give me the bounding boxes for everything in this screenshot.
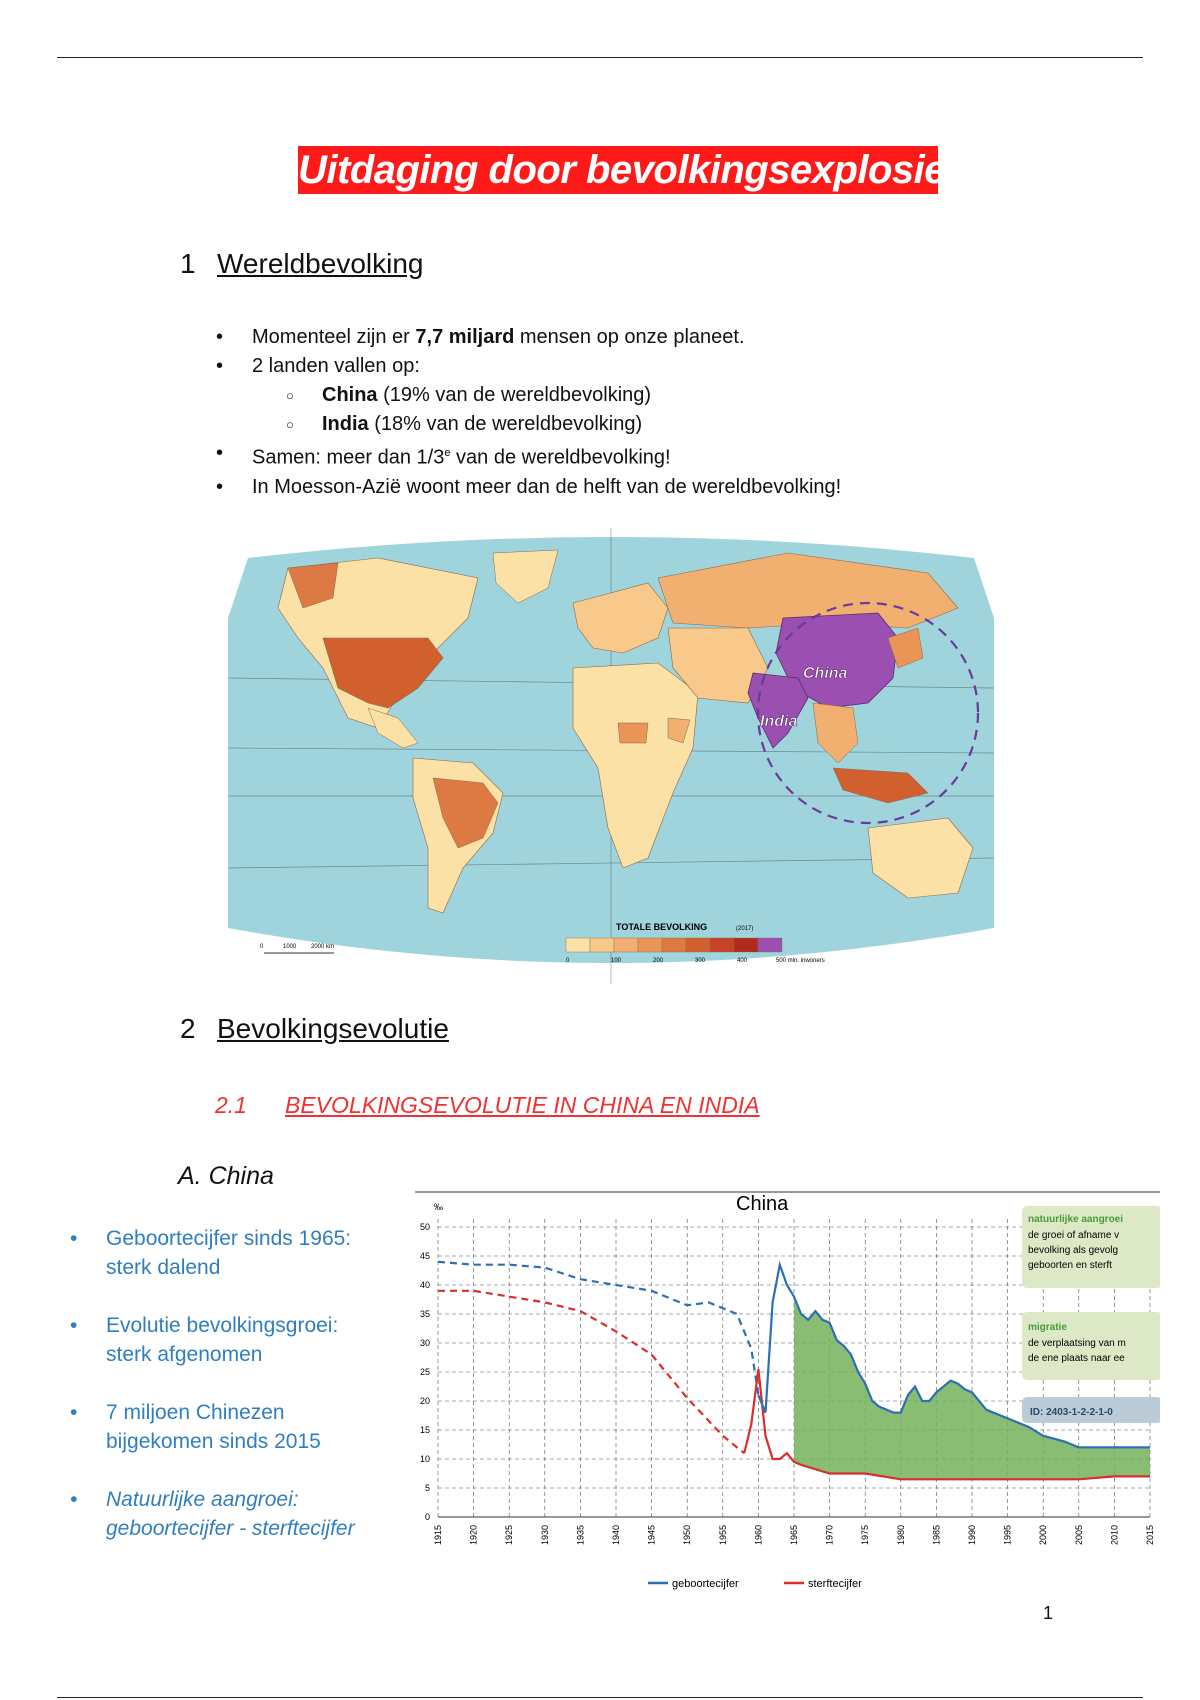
subsection-number: 2.1 <box>215 1092 247 1118</box>
list-item: • 7 miljoen Chinezen bijgekomen sinds 2015 <box>70 1398 355 1456</box>
world-population-map <box>228 528 994 984</box>
x-tick-label: 2005 <box>1073 1524 1084 1545</box>
x-tick-label: 1930 <box>539 1524 550 1545</box>
svg-text:bevolking als gevolg: bevolking als gevolg <box>1028 1245 1119 1256</box>
x-tick-label: 2000 <box>1038 1524 1049 1545</box>
list-item: • Geboortecijfer sinds 1965: sterk dalend <box>70 1224 355 1282</box>
x-tick-label: 1950 <box>682 1524 693 1545</box>
x-tick-label: 2015 <box>1145 1524 1155 1545</box>
svg-text:geboorten en sterft: geboorten en sterft <box>1028 1260 1112 1271</box>
y-axis-label: ‰ <box>434 1202 443 1212</box>
svg-text:200: 200 <box>653 958 664 964</box>
x-tick-label: 1915 <box>433 1524 443 1545</box>
legend-swatch <box>638 938 662 952</box>
legend-year: (2017) <box>736 926 754 932</box>
x-tick-label: 1945 <box>646 1524 657 1545</box>
y-tick-label: 30 <box>419 1338 430 1348</box>
y-tick-label: 50 <box>419 1222 430 1232</box>
list-item: • 2 landen vallen op: <box>216 352 841 381</box>
svg-text:1000: 1000 <box>283 944 297 950</box>
legend-title: TOTALE BEVOLKING <box>616 922 708 932</box>
y-tick-label: 20 <box>419 1396 430 1406</box>
birth-rate-line-estimated <box>438 1262 758 1395</box>
svg-text:migratie: migratie <box>1028 1322 1067 1333</box>
china-population-chart <box>410 1182 1160 1602</box>
svg-text:de groei of afname v: de groei of afname v <box>1028 1230 1120 1241</box>
legend-swatch <box>662 938 686 952</box>
x-tick-label: 1990 <box>967 1524 977 1545</box>
svg-text:300: 300 <box>695 958 706 964</box>
subsection-heading <box>215 1092 760 1119</box>
svg-text:0: 0 <box>260 944 264 950</box>
x-tick-label: 1920 <box>468 1524 479 1545</box>
chart-title: China <box>736 1193 789 1215</box>
svg-text:de ene plaats naar ee: de ene plaats naar ee <box>1028 1353 1125 1364</box>
legend-swatch <box>734 938 758 952</box>
legend-swatch <box>590 938 614 952</box>
legend-death-label: sterftecijfer <box>808 1578 862 1590</box>
map-label-india: India <box>760 713 798 730</box>
legend-swatch <box>710 938 734 952</box>
svg-text:2000 km: 2000 km <box>311 944 335 950</box>
section-title: Bevolkingsevolutie <box>217 1013 449 1044</box>
svg-text:natuurlijke aangroei: natuurlijke aangroei <box>1028 1214 1124 1225</box>
y-tick-label: 45 <box>419 1251 430 1261</box>
x-tick-label: 1925 <box>504 1524 515 1545</box>
bottom-rule <box>57 1697 1143 1698</box>
legend-swatch <box>686 938 710 952</box>
x-tick-label: 1975 <box>860 1524 871 1545</box>
page-title-text: Uitdaging door bevolkingsexplosie <box>298 148 947 192</box>
x-tick-label: 1995 <box>1002 1524 1013 1545</box>
section-number: 1 <box>180 248 196 279</box>
list-item: • Natuurlijke aangroei: geboortecijfer - sterftecijfer <box>70 1485 355 1543</box>
world-population-list <box>216 323 841 502</box>
x-tick-label: 1985 <box>931 1524 942 1545</box>
china-facts-list <box>70 1224 355 1572</box>
y-tick-label: 10 <box>419 1454 430 1464</box>
china-heading: A. China <box>178 1162 274 1190</box>
y-tick-label: 0 <box>424 1512 430 1522</box>
list-item: • Samen: meer dan 1/3e van de wereldbevolking! <box>216 439 841 473</box>
chart-legend <box>648 1578 862 1590</box>
info-box-migration <box>1022 1312 1160 1380</box>
legend-swatch <box>758 938 782 952</box>
svg-text:500 mln. inwoners: 500 mln. inwoners <box>776 958 825 964</box>
x-tick-label: 1935 <box>575 1524 586 1545</box>
x-tick-label: 1940 <box>611 1524 621 1545</box>
svg-text:de verplaatsing van m: de verplaatsing van m <box>1028 1338 1126 1349</box>
legend-swatch <box>566 938 590 952</box>
page-title <box>298 146 947 194</box>
y-tick-label: 5 <box>424 1483 430 1493</box>
info-box-natural-growth <box>1022 1206 1160 1288</box>
svg-text:0: 0 <box>566 958 570 964</box>
svg-text:400: 400 <box>737 958 748 964</box>
x-tick-label: 1980 <box>895 1524 906 1545</box>
y-tick-label: 25 <box>419 1367 430 1377</box>
top-rule <box>57 57 1143 58</box>
section-title: Wereldbevolking <box>217 248 424 279</box>
list-item: ○ China (19% van de wereldbevolking) <box>216 381 841 410</box>
list-item: • Momenteel zijn er 7,7 miljard mensen op onze planeet. <box>216 323 841 352</box>
y-tick-label: 15 <box>419 1425 430 1435</box>
x-tick-label: 1970 <box>824 1524 835 1545</box>
x-tick-label: 1965 <box>789 1524 799 1545</box>
svg-text:ID: 2403-1-2-2-1-0: ID: 2403-1-2-2-1-0 <box>1030 1407 1113 1418</box>
x-tick-label: 2010 <box>1109 1524 1120 1545</box>
x-tick-label: 1960 <box>753 1524 764 1545</box>
info-box-id <box>1022 1397 1160 1423</box>
section-number: 2 <box>180 1013 196 1044</box>
list-item: • Evolutie bevolkingsgroei: sterk afgenomen <box>70 1311 355 1369</box>
map-label-china: China <box>803 665 848 682</box>
legend-birth-label: geboortecijfer <box>672 1578 739 1590</box>
x-tick-label: 1955 <box>717 1524 728 1545</box>
legend-swatch <box>614 938 638 952</box>
map-scale <box>260 944 334 953</box>
list-item: • In Moesson-Azië woont meer dan de helft van de wereldbevolking! <box>216 473 841 502</box>
list-item: ○ India (18% van de wereldbevolking) <box>216 410 841 439</box>
y-tick-label: 40 <box>419 1280 430 1290</box>
svg-text:100: 100 <box>611 958 622 964</box>
subsection-title: BEVOLKINGSEVOLUTIE IN CHINA EN INDIA <box>284 1092 760 1118</box>
page-number: 1 <box>1043 1603 1054 1623</box>
y-tick-label: 35 <box>419 1309 430 1319</box>
